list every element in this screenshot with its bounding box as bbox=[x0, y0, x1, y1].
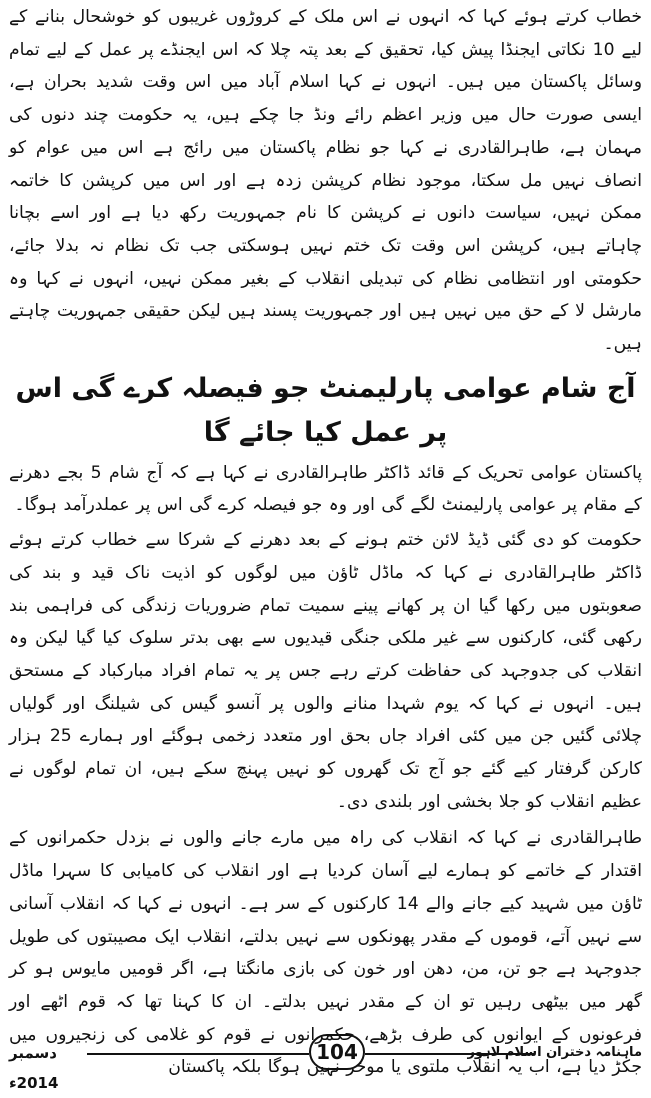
article-paragraph: خطاب کرتے ہوئے کہا کہ انہوں نے اس ملک کے کروڑوں غریبوں کو خوشحال بنانے کے لیے 10 نکاتی ایجنڈا پیش کیا، تحقیق کے بعد پتہ چلا کہ اس ایجنڈے پر عمل کے لیے تمام وسائل پاکستان میں ہیں۔ انہوں نے کہا اسلام آباد میں اس وقت شدید بحران ہے، ایسی صورت حال میں وزیر اعظم رائے ونڈ جا چکے ہیں، یہ حکومت چند دنوں کی مہمان ہے، طاہرالقادری نے کہا جو نظام پاکستان میں رائج ہے اس میں عوام کو انصاف نہیں مل سکتا، موجود نظام کرپشن زدہ ہے اور اس میں کرپشن کا خاتمہ ممکن نہیں، سیاست دانوں نے کرپشن کا نام جمہوریت رکھ دیا ہے اور اسے بچانا چاہاتے ہیں، کرپشن اس وقت تک ختم نہیں ہوسکتی جب تک نظام نہ بدلا جائے، حکومتی اور انتظامی نظام کی تبدیلی انقلاب کے بغیر ممکن نہیں، انہوں نے کہا وہ مارشل لا کے حق میں نہیں ہیں اور جمہوریت پسند ہیں لیکن حقیقی جمہوریت چاہتے ہیں۔ bbox=[9, 7, 642, 355]
article-headline: آج شام عوامی پارلیمنٹ جو فیصلہ کرے گی اس پر عمل کیا جائے گا bbox=[15, 372, 636, 448]
magazine-name: ماہنامہ دختران اسلام لاہور bbox=[467, 1045, 642, 1060]
issue-date: دسمبر 2014ء bbox=[9, 1044, 59, 1092]
article-paragraph: حکومت کو دی گئی ڈیڈ لائن ختم ہونے کے بعد دھرنے کے شرکا سے خطاب کرتے ہوئے ڈاکٹر طاہرالقادری نے کہا کہ ماڈل ٹاؤن میں لوگوں کو اذیت ناک قید و بند کی صعوبتوں میں رکھا گیا ان پر کھانے پینے سمیت تمام ضروریات زندگی کی فراہمی بند رکھی گئی، کارکنوں سے غیر ملکی جنگی قیدیوں سے بھی بدتر سلوک کیا گیا لیکن وہ انقلاب کی جدوجہد کی حفاظت کرتے رہے جس پر یہ تمام افراد مبارکباد کے مستحق ہیں۔ انہوں نے کہا کہ یوم شہدا منانے والوں پر آنسو گیس کی شیلنگ اور گولیاں چلائی گئیں جن میں کئی افراد جاں بحق اور متعدد زخمی ہوگئے اور ہمارے 25 ہزار کارکن گرفتار کیے گئے جو آج تک گھروں کو نہیں پہنچ سکے ہیں، ان تمام لوگوں نے عظیم انقلاب کو جلا بخشی اور بلندی دی۔ bbox=[9, 530, 642, 812]
page-number: 104 bbox=[309, 1034, 365, 1070]
article-paragraph: طاہرالقادری نے کہا کہ انقلاب کی راہ میں مارے جانے والوں نے بزدل حکمرانوں کے اقتدار کے خاتمے کو ہمارے لیے آسان کردیا ہے اور انقلاب کی کامیابی کا سہرا ماڈل ٹاؤن میں شہید کیے جانے والے 14 کارکنوں کے سر ہے۔ انہوں نے کہا کہ انقلاب آسانی سے نہیں آتے، قوموں کے مقدر پھونکوں سے نہیں بدلتے، انقلاب ایک مصیبتوں کی طویل جدوجہد ہے جو تن، من، دھن اور خون کی بازی مانگتا ہے، اگر قومیں مایوس ہو کر گھر میں بیٹھی رہیں تو ان کے مقدر نہیں بدلتے۔ ان کا کہنا تھا کہ قوم اٹھے اور فرعونوں کے ایوانوں کی طرف بڑھے، حکمرانوں نے قوم کو غلامی کی زنجیروں میں جکڑ دیا ہے، اب یہ انقلاب ملتوی یا موخر نہیں ہوگا بلکہ پاکستان bbox=[9, 828, 643, 1078]
article-paragraph: پاکستان عوامی تحریک کے قائد ڈاکٹر طاہرالقادری نے کہا ہے کہ آج شام 5 بجے دھرنے کے مقام پر عوامی پارلیمنٹ لگے گی اور وہ جو فیصلہ کرے گی اس پر عملدرآمد ہوگا۔ bbox=[9, 462, 642, 516]
page-footer bbox=[9, 1030, 642, 1092]
footer-divider bbox=[87, 1053, 309, 1055]
